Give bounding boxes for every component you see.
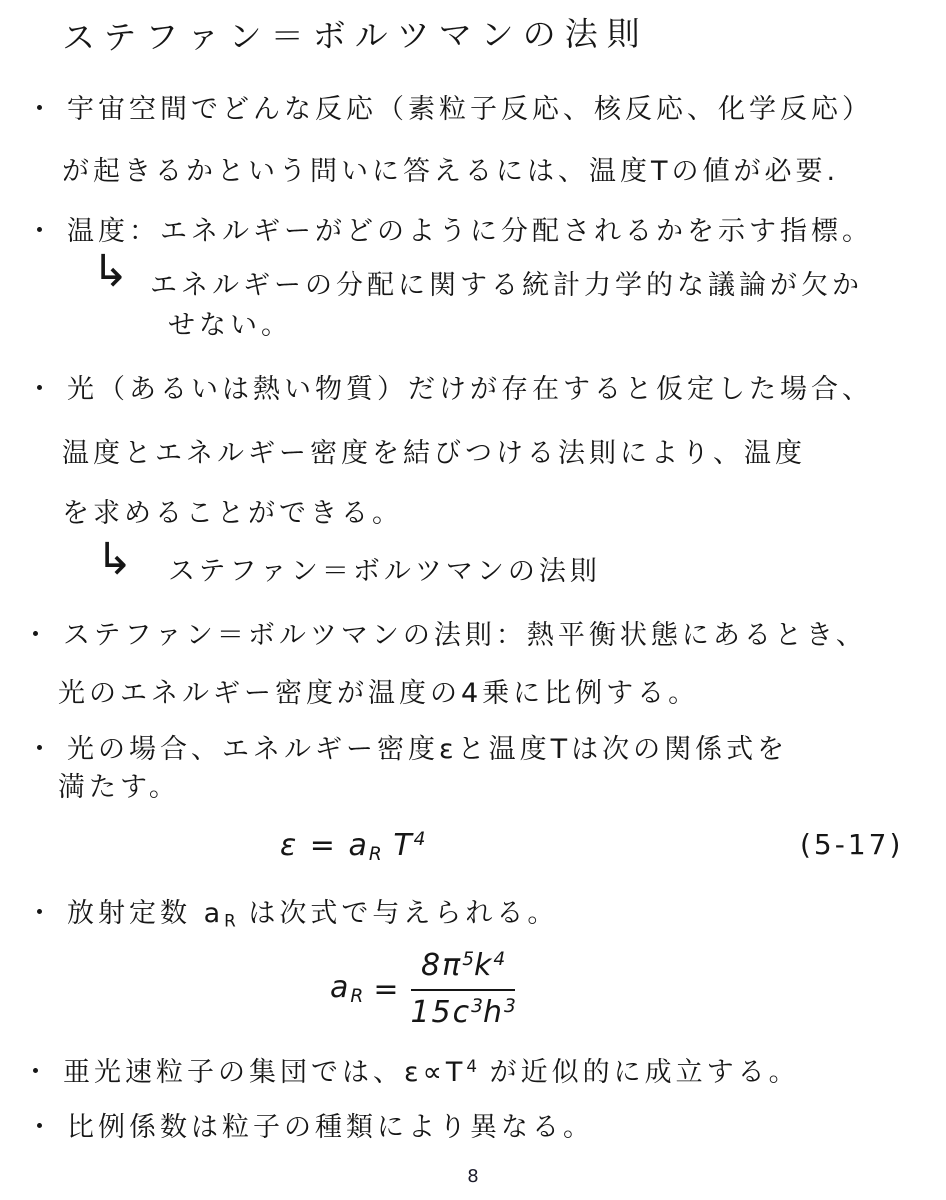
note-line bbox=[26, 374, 873, 406]
fraction-numerator: $8\pi^5k^4$ bbox=[411, 948, 515, 991]
bullet-dot: ・ bbox=[22, 1057, 53, 1089]
subscript: R bbox=[224, 910, 236, 931]
page-number: 8 bbox=[467, 1166, 479, 1187]
radiation-constant-symbol: $a_R$ bbox=[330, 970, 364, 1008]
note-line bbox=[22, 620, 867, 652]
fraction bbox=[410, 948, 515, 1031]
note-line: ステファン＝ボルツマンの法則 bbox=[168, 556, 601, 587]
note-line: せない。 bbox=[168, 310, 292, 341]
note-line: 光のエネルギー密度が温度の4乗に比例する。 bbox=[58, 678, 700, 709]
bullet-dot: ・ bbox=[22, 620, 53, 651]
radiation-constant-symbol: $a_R$ bbox=[348, 828, 382, 866]
note-line bbox=[26, 1112, 594, 1144]
note-line: エネルギーの分配に関する統計力学的な議論が欠か bbox=[150, 270, 863, 301]
arrow-icon: ↳ bbox=[96, 534, 133, 585]
superscript: 4 bbox=[466, 1056, 478, 1076]
note-line: が起きるかという問いに答えるには、温度Tの値が必要. bbox=[62, 156, 840, 187]
equals-sign: = bbox=[373, 971, 401, 1007]
temperature-symbol: $T^4$ bbox=[393, 828, 426, 863]
note-line bbox=[26, 734, 788, 766]
note-line bbox=[26, 898, 558, 931]
arrow-icon: ↳ bbox=[92, 246, 129, 297]
bullet-dot: ・ bbox=[26, 374, 57, 405]
bullet-dot: ・ bbox=[26, 94, 57, 125]
bullet-dot: ・ bbox=[26, 734, 57, 765]
note-line bbox=[26, 216, 873, 248]
note-line: 満たす。 bbox=[58, 772, 180, 803]
fraction-denominator: $15c^3h^3$ bbox=[410, 995, 516, 1030]
note-line bbox=[22, 1056, 800, 1090]
equals-sign: = bbox=[309, 828, 337, 863]
equation-number: (5-17) bbox=[800, 828, 904, 861]
bullet-dot: ・ bbox=[26, 898, 57, 929]
note-text: ステファン＝ボルツマンの法則：熱平衡状態にあるとき、 bbox=[63, 620, 867, 651]
note-text: 光の場合、エネルギー密度εと温度Tは次の関係式を bbox=[67, 734, 789, 765]
note-text: 温度：エネルギーがどのように分配されるかを示す指標。 bbox=[67, 216, 873, 247]
note-text: 光（あるいは熱い物質）だけが存在すると仮定した場合、 bbox=[67, 374, 873, 405]
note-text: は次式で与えられる。 bbox=[235, 898, 559, 929]
note-text: が近似的に成立する。 bbox=[477, 1057, 800, 1089]
bullet-dot: ・ bbox=[26, 1112, 57, 1143]
equation-radiation-constant bbox=[330, 948, 516, 1031]
note-line: を求めることができる。 bbox=[62, 498, 403, 529]
note-text: 宇宙空間でどんな反応（素粒子反応、核反応、化学反応） bbox=[67, 94, 873, 125]
note-line: 温度とエネルギー密度を結びつける法則により、温度 bbox=[62, 438, 806, 469]
note-text: 亜光速粒子の集団では、ε∝T bbox=[63, 1057, 467, 1089]
note-text: 比例係数は粒子の種類により異なる。 bbox=[67, 1112, 594, 1143]
page-title: ステファン＝ボルツマンの法則 bbox=[61, 13, 649, 58]
epsilon-symbol: ε bbox=[280, 828, 299, 863]
note-line bbox=[26, 94, 873, 126]
equation-stefan-boltzmann bbox=[280, 828, 425, 867]
bullet-dot: ・ bbox=[26, 216, 57, 247]
note-text: 放射定数 a bbox=[67, 898, 225, 929]
